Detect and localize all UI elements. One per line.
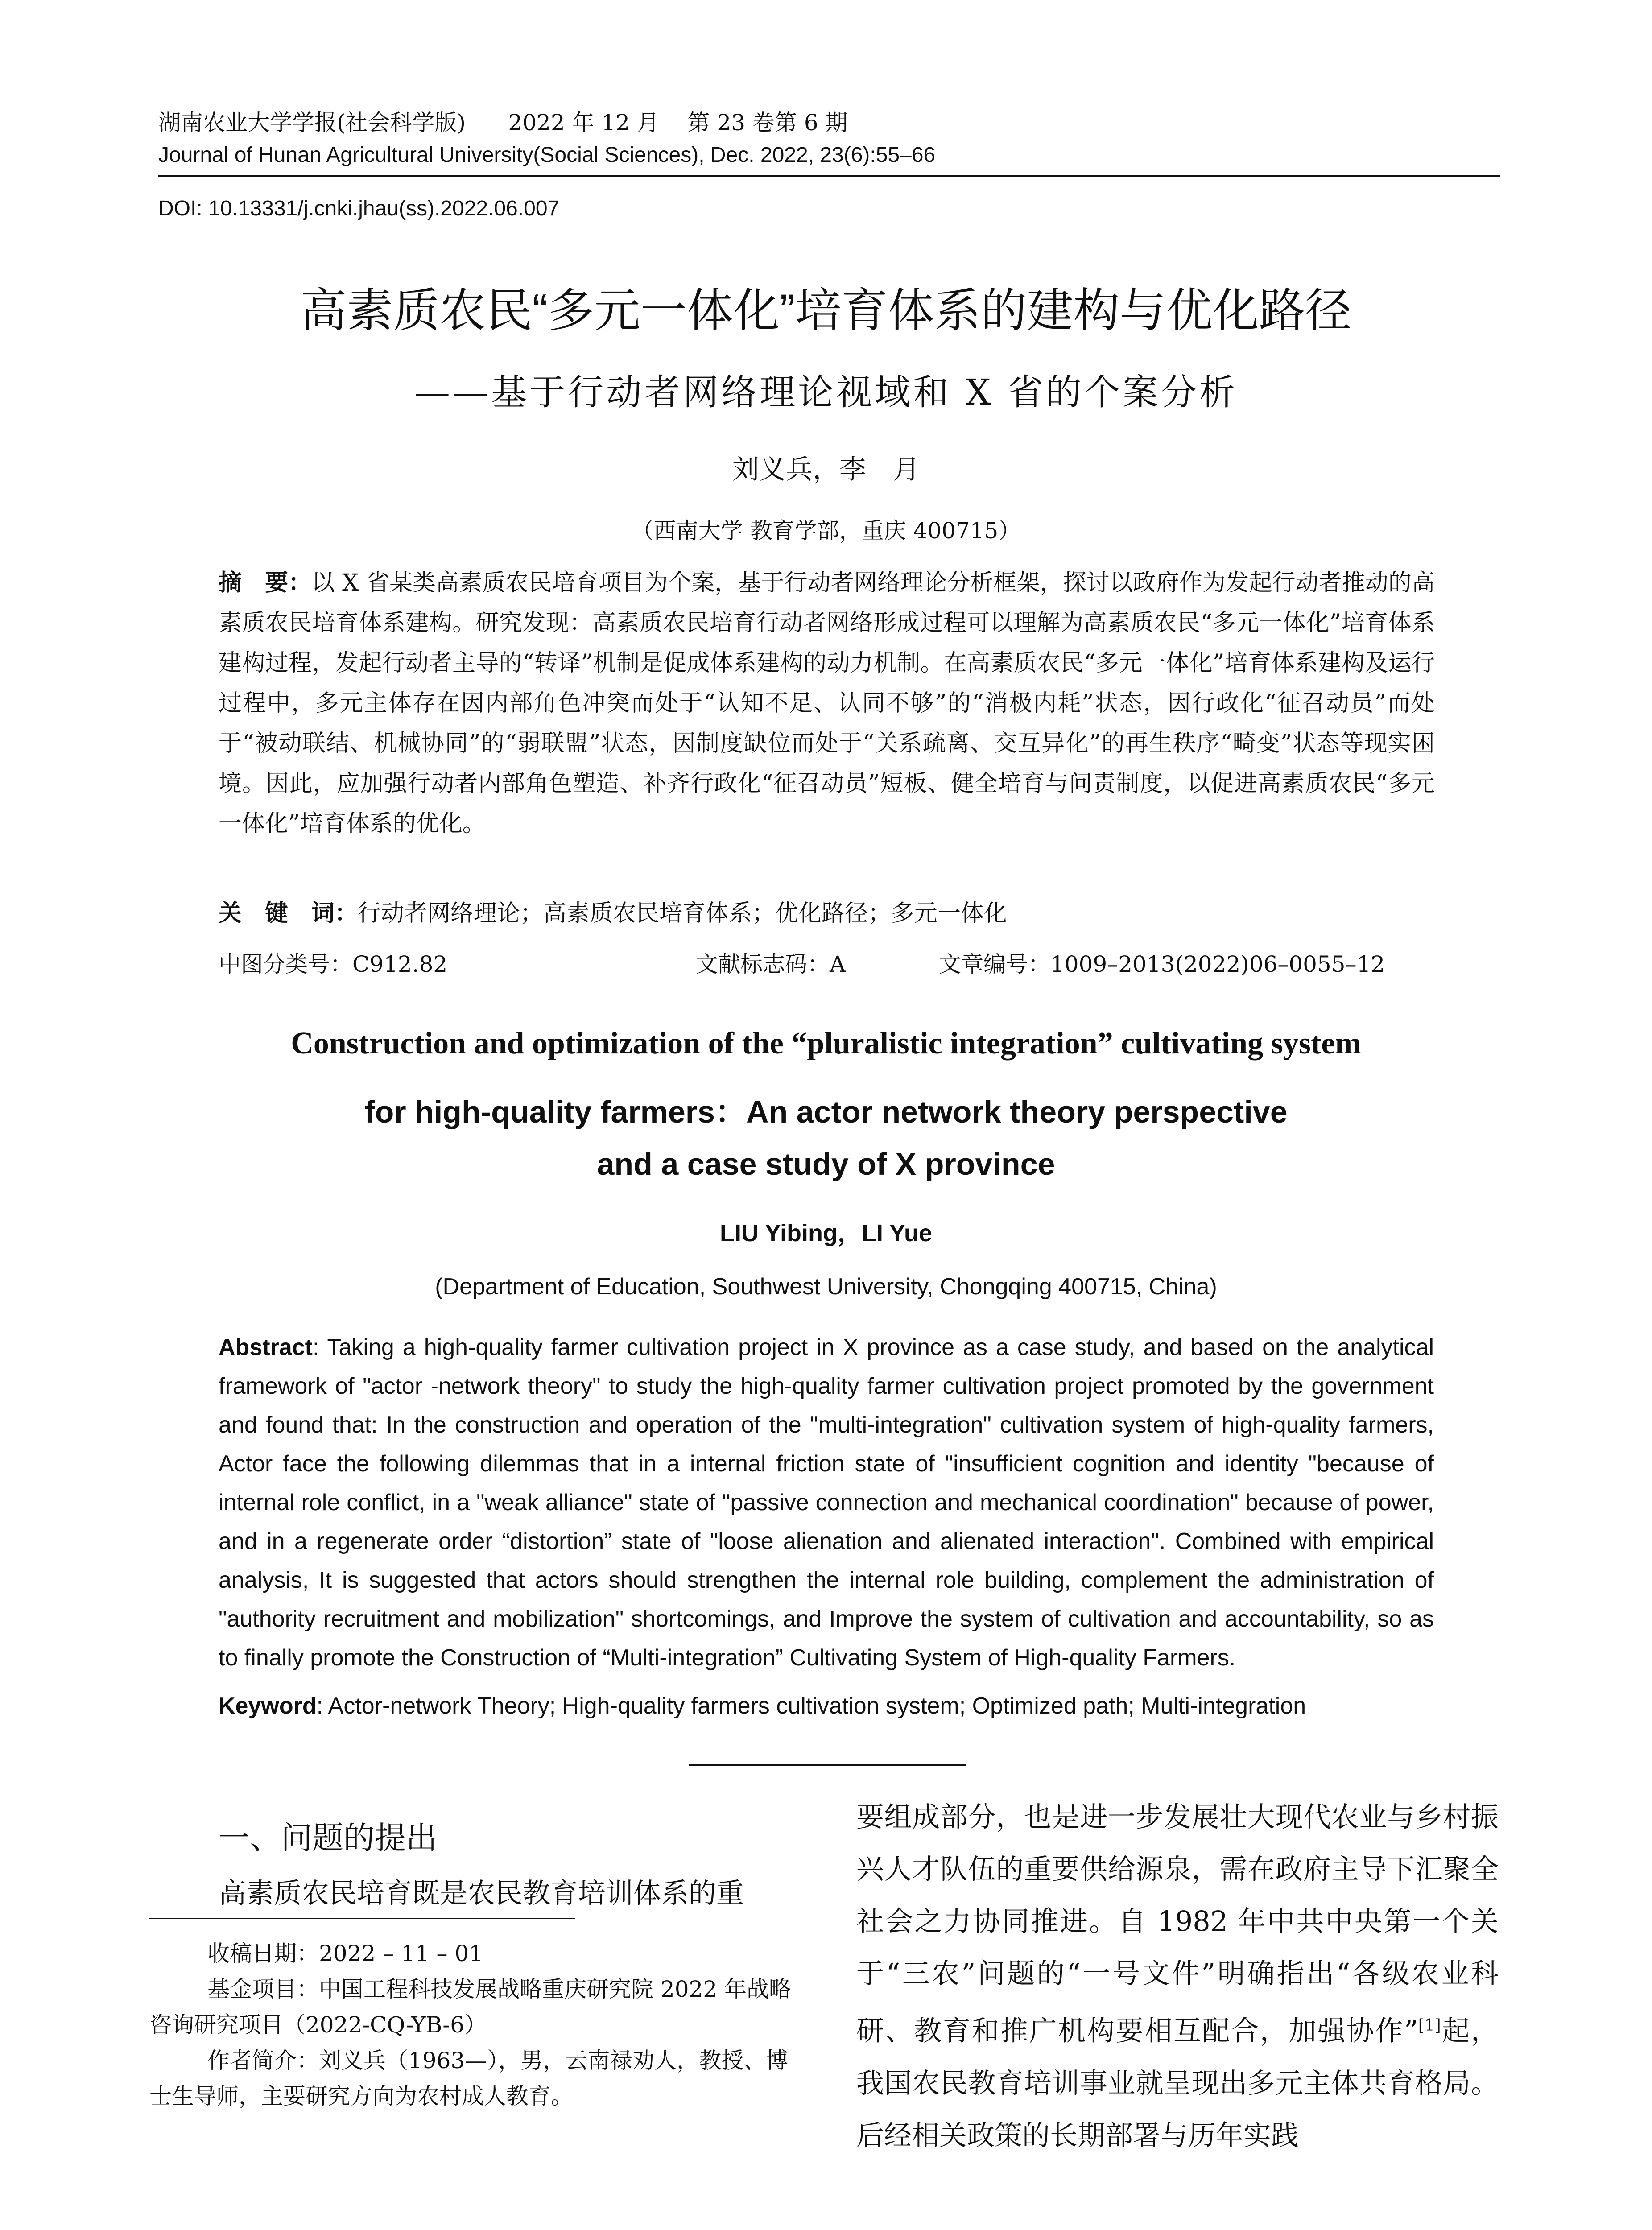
abstract-cn-label: 摘 要： [219, 569, 312, 596]
paper-title-en-line2: for high-quality farmers：An actor network theory perspective [364, 1094, 1288, 1129]
section-heading: 一、问题的提出 [219, 1821, 437, 1855]
footnote-author [149, 2043, 805, 2114]
keywords-en-label: Keyword [219, 1693, 317, 1719]
body-text-a: 要组成部分，也是进一步发展壮大现代农业与乡村振兴人才队伍的重要供给源泉，需在政府主导下汇聚全社会之力协同推进。自 1982 年中共中央第一个关于“三农”问题的“一号文件”明确指出“各级农业科研、教育和推广机构要相互配合，加强协作” [856, 1801, 1499, 2047]
clc-number: 中图分类号：C912.82 [219, 951, 448, 977]
keywords-cn-text: 行动者网络理论；高素质农民培育体系；优化路径；多元一体化 [358, 900, 1008, 927]
footnote-fund [149, 1971, 805, 2043]
paper-subtitle-cn: ——基于行动者网络理论视域和 X 省的个案分析 [414, 372, 1238, 413]
affiliation-cn: （西南大学 教育学部，重庆 400715） [631, 518, 1021, 544]
body-paragraph-left: 高素质农民培育既是农民教育培训体系的重 [219, 1877, 744, 1909]
keywords-en [219, 1693, 1450, 1719]
doc-code: 文献标志码：A [696, 951, 846, 977]
keywords-cn [219, 894, 1007, 928]
footnote-received: 收稿日期：2022 – 11 – 01 [207, 1941, 483, 1966]
journal-header-cn [158, 105, 848, 137]
affiliation-en: (Department of Education, Southwest University, Chongqing 400715, China) [435, 1274, 1217, 1300]
article-number: 文章编号：1009–2013(2022)06–0055–12 [939, 951, 1385, 977]
abstract-en [219, 1328, 1434, 1677]
footnotes [149, 1936, 805, 2114]
keywords-cn-label: 关 键 词： [219, 900, 358, 927]
abstract-en-text: : Taking a high-quality farmer cultivation project in X province as a case study, and based on the analytical framework of "actor -network theory" to study the high-quality farmer cultivation project promoted by the government and found that: In the construction and operation of the "multi-integration" cultivation system of high-quality farmers, Actor face the following dilemmas that in a internal friction state of "insufficient cognition and identity "because of internal role conflict, in a "weak alliance" state of "passive connection and mechanical coordination" because of power, and in a regenerate order “distortion” state of "loose alienation and alienated interaction". Combined with empirical analysis, It is suggested that actors should strengthen the internal role building, complement the administration of "authority recruitment and mobilization" shortcomings, and Improve the system of cultivation and accountability, so as to finally promote the Construction of “Multi-integration” Cultivating System of High-quality Farmers. [219, 1334, 1434, 1671]
footnote-rule [149, 1918, 575, 1919]
abstract-en-label: Abstract [219, 1334, 313, 1360]
authors-en: LIU Yibing，LI Yue [719, 1220, 933, 1247]
footnote-fund-text: 基金项目：中国工程科技发展战略重庆研究院 2022 年战略咨询研究项目（2022-CQ-YB-6） [149, 1976, 792, 2038]
volume-cn: 第 23 卷第 6 期 [687, 110, 848, 136]
doi[interactable]: DOI: 10.13331/j.cnki.jhau(ss).2022.06.007 [158, 197, 560, 220]
paper-title-cn: 高素质农民“多元一体化”培育体系的建构与优化路径 [300, 285, 1352, 337]
body-paragraph-right [856, 1791, 1499, 2161]
classification-row [219, 946, 1450, 978]
authors-cn: 刘义兵，李 月 [732, 454, 920, 484]
section-divider [689, 1764, 966, 1766]
footnote-author-text: 作者简介：刘义兵（1963—），男，云南禄劝人，教授、博士生导师，主要研究方向为农村成人教育。 [149, 2048, 789, 2109]
journal-header-en: Journal of Hunan Agricultural University(Social Sciences), Dec. 2022, 23(6):55–66 [158, 143, 936, 167]
issue-date-cn: 2022 年 12 月 [508, 110, 659, 136]
body-text-b: 起，我国农民教育培训事业就呈现出多元主体共育格局。后经相关政策的长期部署与历年实践 [856, 2014, 1499, 2152]
citation-ref[interactable]: [1] [1418, 2016, 1441, 2035]
journal-name-cn: 湖南农业大学学报(社会科学版) [158, 110, 466, 136]
abstract-cn-text: 以 X 省某类高素质农民培育项目为个案，基于行动者网络理论分析框架，探讨以政府作为发起行动者推动的高素质农民培育体系建构。研究发现：高素质农民培育行动者网络形成过程可以理解为高素质农民“多元一体化”培育体系建构过程，发起行动者主导的“转译”机制是促成体系建构的动力机制。在高素质农民“多元一体化”培育体系建构及运行过程中，多元主体存在因内部角色冲突而处于“认知不足、认同不够”的“消极内耗”状态，因行政化“征召动员”而处于“被动联结、机械协同”的“弱联盟”状态，因制度缺位而处于“关系疏离、交互异化”的再生秩序“畸变”状态等现实困境。因此，应加强行动者内部角色塑造、补齐行政化“征召动员”短板、健全培育与问责制度，以促进高素质农民“多元一体化”培育体系的优化。 [219, 570, 1435, 837]
keywords-en-text: : Actor-network Theory; High-quality farmers cultivation system; Optimized path; Multi-integration [316, 1693, 1306, 1719]
header-rule [158, 175, 1500, 177]
abstract-cn [219, 563, 1435, 844]
paper-title-en-line3: and a case study of X province [597, 1147, 1055, 1181]
paper-title-en-line1: Construction and optimization of the “pluralistic integration” cultivating system [291, 1026, 1361, 1061]
